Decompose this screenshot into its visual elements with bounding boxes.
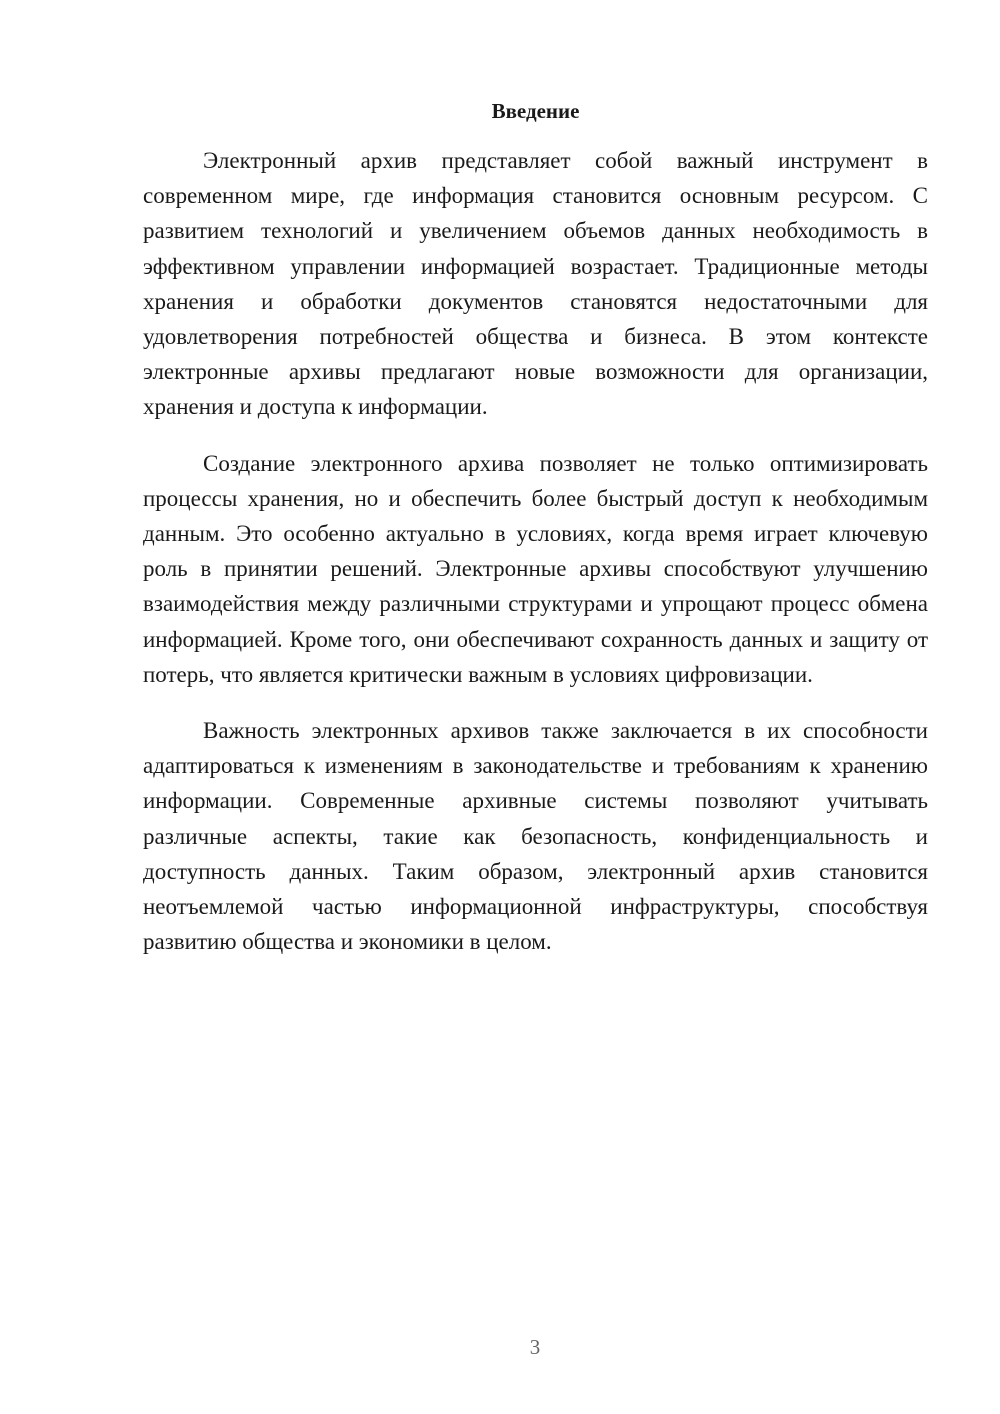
paragraph-3: Важность электронных архивов также заключается в их способности адаптироваться к изменениям в законодательстве и требованиям к хранению информации. Современные архивные системы позволяют учитывать различные аспекты, такие как безопасность, конфиденциальность и доступность данных. Таким образом, электронный архив становится неотъемлемой частью информационной инфраструктуры, способствуя развитию общества и экономики в целом. [143, 718, 928, 955]
section-heading: Введение [491, 99, 580, 123]
page-number: 3 [529, 1335, 541, 1359]
paragraph-1: Электронный архив представляет собой важный инструмент в современном мире, где информация становится основным ресурсом. С развитием технологий и увеличением объемов данных необходимость в эффективном управлении информацией возрастает. Традиционные методы хранения и обработки документов становятся недостаточными для удовлетворения потребностей общества и бизнеса. В этом контексте электронные архивы предлагают новые возможности для организации, хранения и доступа к информации. [143, 148, 928, 420]
body-text [143, 143, 928, 980]
paragraph-2: Создание электронного архива позволяет не только оптимизировать процессы хранения, но и обеспечить более быстрый доступ к необходимым данным. Это особенно актуально в условиях, когда время играет ключевую роль в принятии решений. Электронные архивы способствуют улучшению взаимодействия между различными структурами и упрощают процесс обмена информацией. Кроме того, они обеспечивают сохранность данных и защиту от потерь, что является критически важным в условиях цифровизации. [143, 450, 928, 687]
